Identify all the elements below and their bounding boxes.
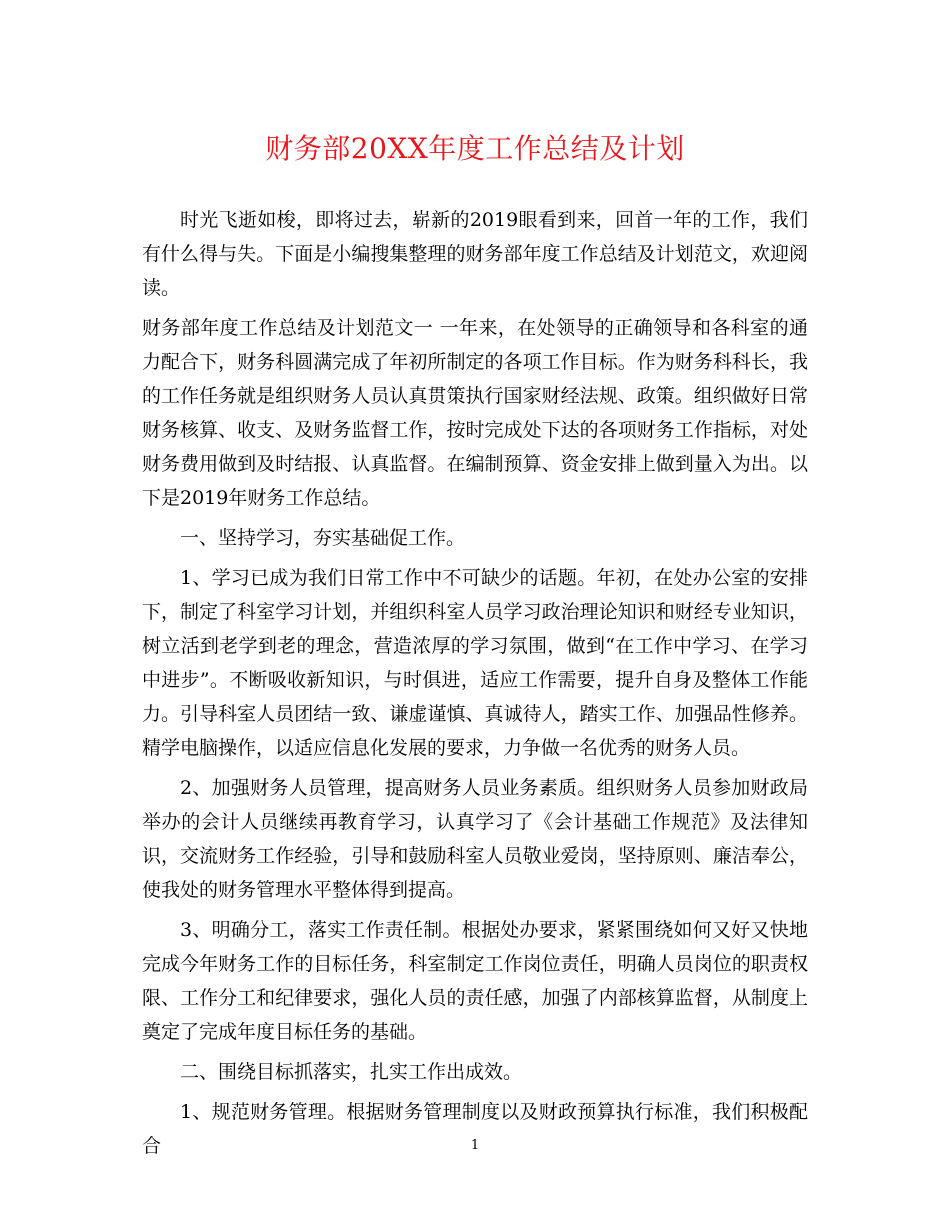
paragraph-1-3: 3、明确分工，落实工作责任制。根据处办要求，紧紧围绕如何又好又快地完成今年财务工作的目标任务，科室制定工作岗位责任，明确人员岗位的职责权限、工作分工和纪律要求，强化人员的责任感，加强了内部核算监督，从制度上奠定了完成年度目标任务的基础。 xyxy=(142,919,808,1043)
document-body xyxy=(142,203,808,1169)
section-heading-2: 二、围绕目标抓落实，扎实工作出成效。 xyxy=(180,1061,523,1083)
document-title: 财务部20XX年度工作总结及计划 xyxy=(265,132,685,165)
paragraph-1-1: 1、学习已成为我们日常工作中不可缺少的话题。年初，在处办公室的安排下，制定了科室学习计划，并组织科室人员学习政治理论知识和财经专业知识，树立活到老学到老的理念，营造浓厚的学习氛围，做到“在工作中学习、在学习中进步”。不断吸收新知识，与时俱进，适应工作需要，提升自身及整体工作能力。引导科室人员团结一致、谦虚谨慎、真诚待人，踏实工作、加强品性修养。精学电脑操作，以适应信息化发展的要求，力争做一名优秀的财务人员。 xyxy=(142,567,808,759)
page-number: 1 xyxy=(470,1138,480,1153)
paragraph-2-1: 1、规范财务管理。根据财务管理制度以及财政预算执行标准，我们积极配合 xyxy=(142,1101,808,1157)
paragraph-summary: 财务部年度工作总结及计划范文一 一年来，在处领导的正确领导和各科室的通力配合下，财务科圆满完成了年初所制定的各项工作目标。作为财务科科长，我的工作任务就是组织财务人员认真贯策执行国家财经法规、政策。组织做好日常财务核算、收支、及财务监督工作，按时完成处下达的各项财务工作指标，对处财务费用做到及时结报、认真监督。在编制预算、资金安排上做到量入为出。以下是2019年财务工作总结。 xyxy=(142,317,808,509)
paragraph-intro: 时光飞逝如梭，即将过去，崭新的2019眼看到来，回首一年的工作，我们有什么得与失。下面是小编搜集整理的财务部年度工作总结及计划范文，欢迎阅读。 xyxy=(142,209,808,299)
section-heading-1: 一、坚持学习，夯实基础促工作。 xyxy=(180,527,466,549)
paragraph-1-2: 2、加强财务人员管理，提高财务人员业务素质。组织财务人员参加财政局举办的会计人员继续再教育学习，认真学习了《会计基础工作规范》及法律知识，交流财务工作经验，引导和鼓励科室人员敬业爱岗，坚持原则、廉洁奉公，使我处的财务管理水平整体得到提高。 xyxy=(142,777,808,901)
